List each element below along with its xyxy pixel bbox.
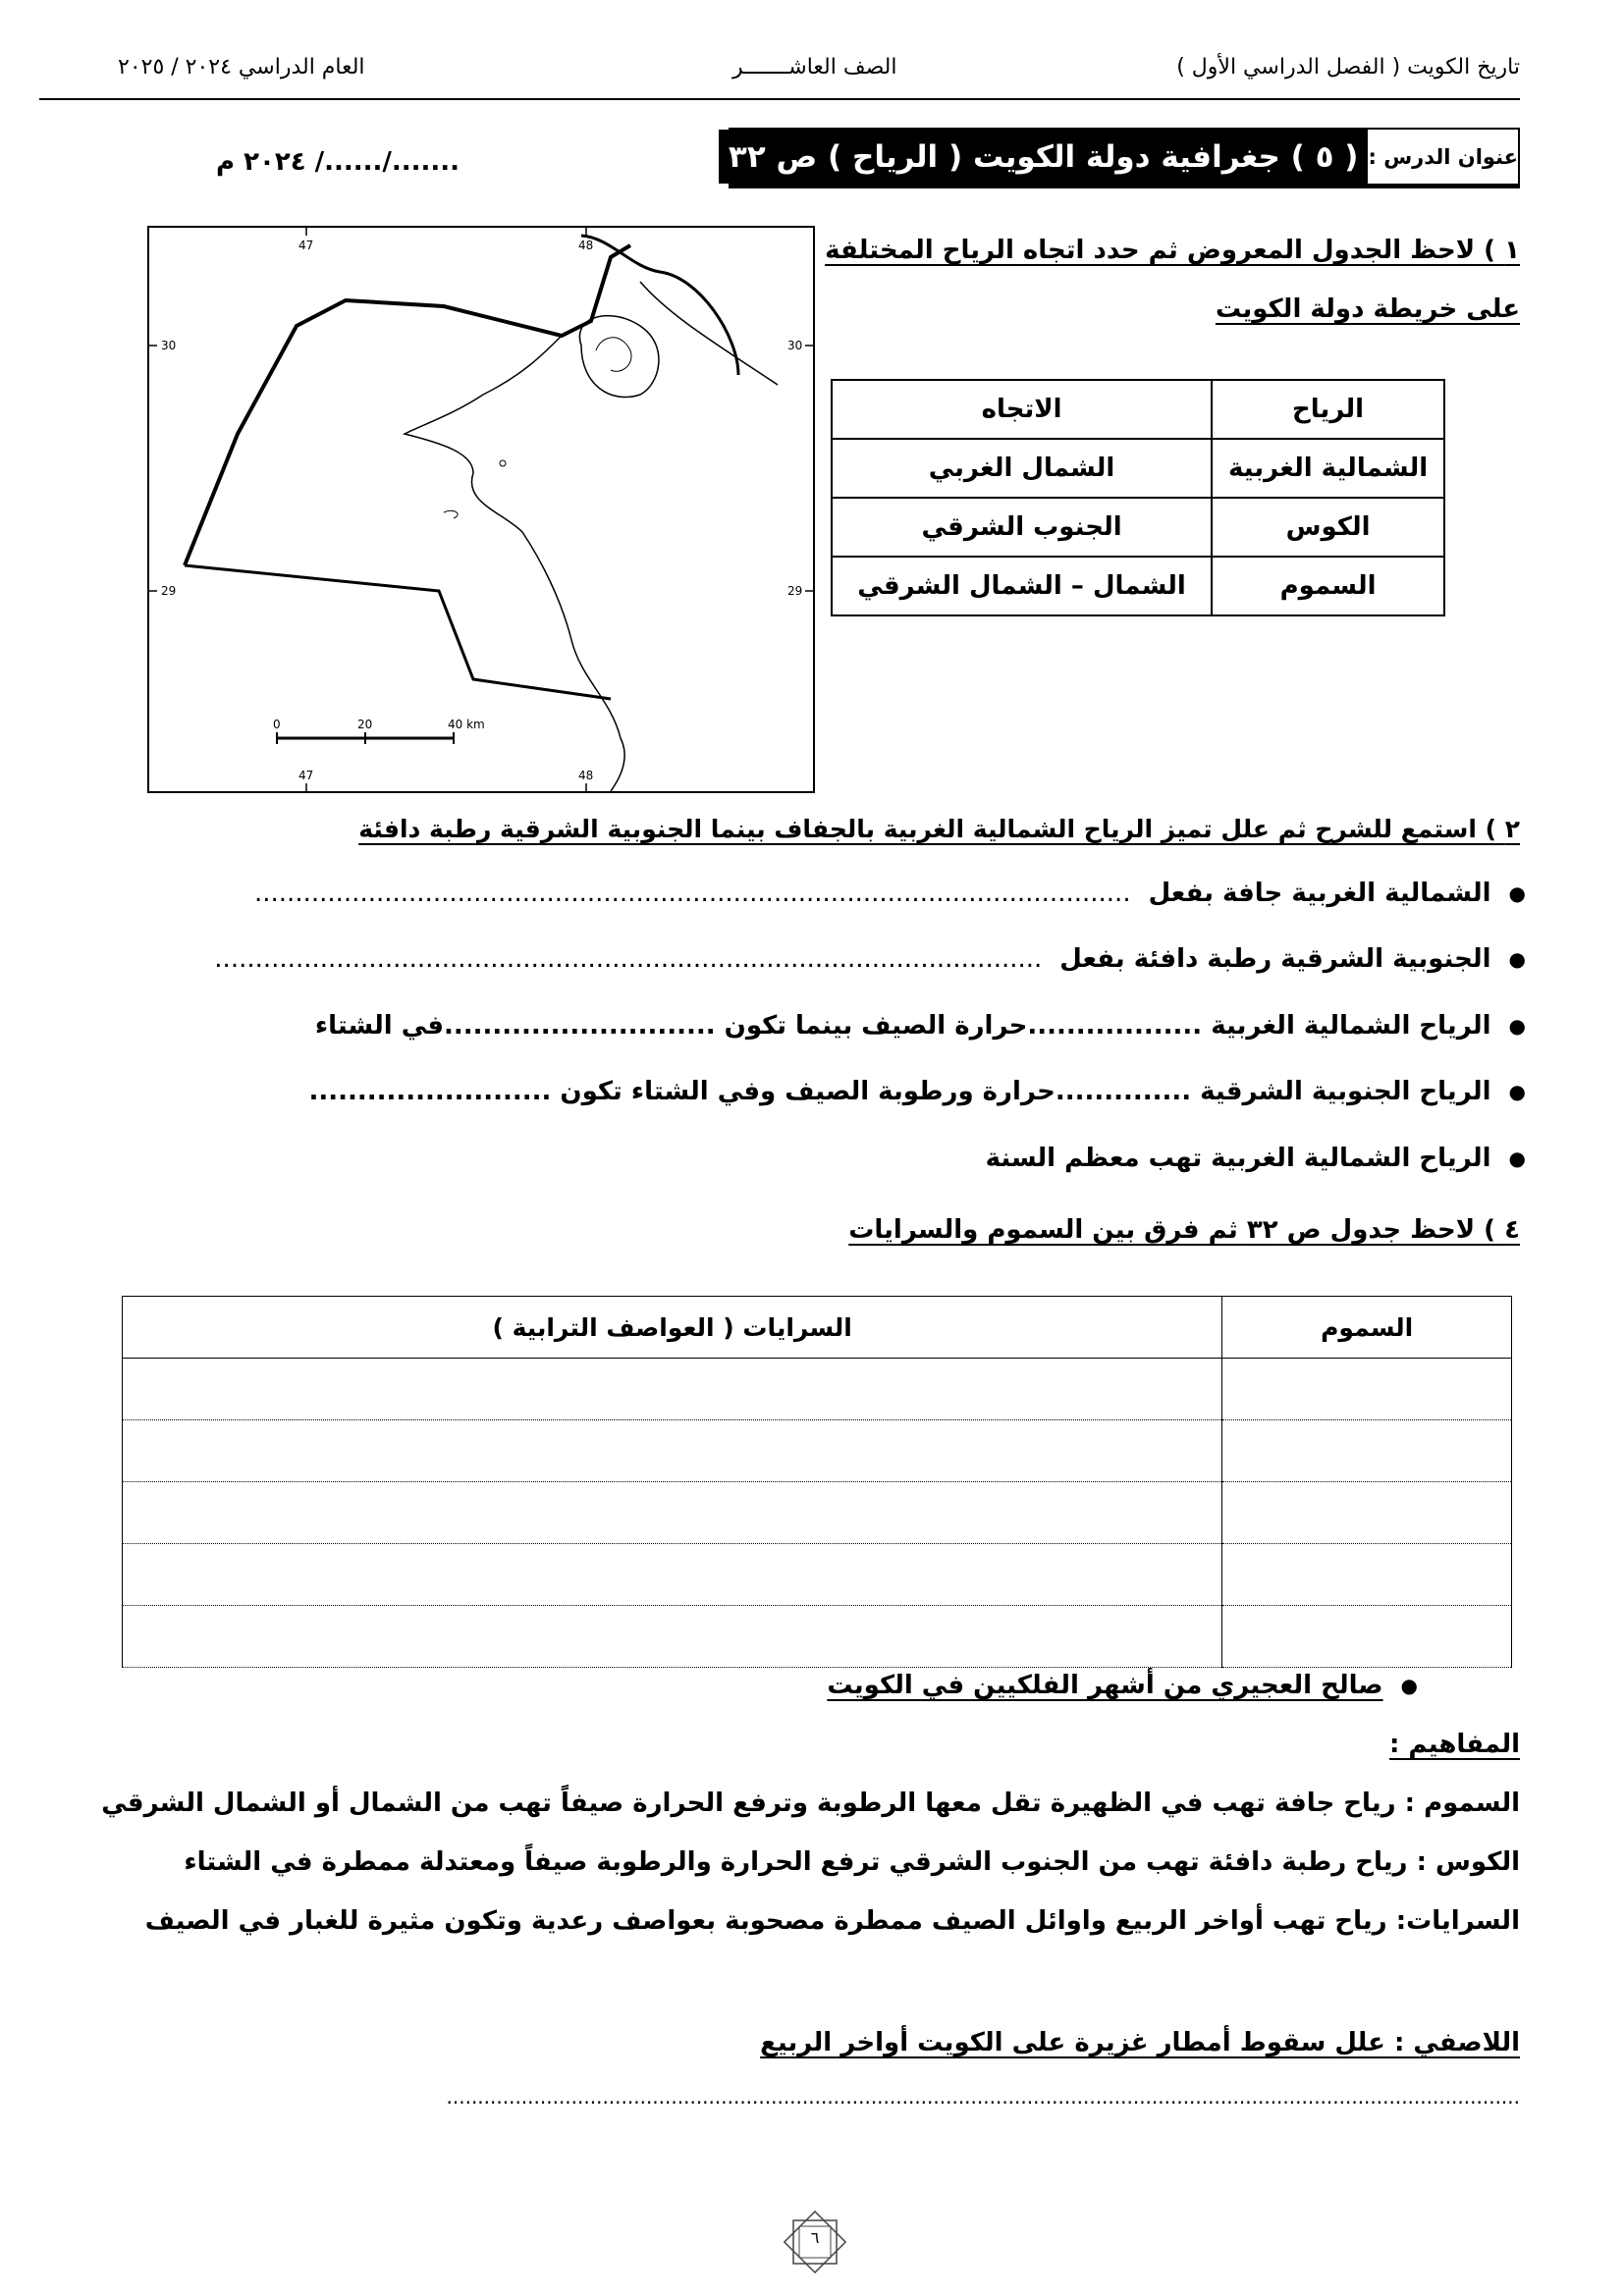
wind-name: الشمالية الغربية xyxy=(1212,439,1444,498)
note-line xyxy=(827,1671,1418,1700)
answer-dots[interactable]: ............................................................................................................ xyxy=(254,879,1131,908)
wind-name: الكوس xyxy=(1212,498,1444,557)
north-west-border xyxy=(185,245,630,565)
answer-cell[interactable] xyxy=(1222,1482,1512,1544)
list-item xyxy=(308,1077,1526,1106)
wind-direction: الجنوب الشرقي xyxy=(832,498,1212,557)
lat-label: 30 xyxy=(161,339,177,352)
list-item xyxy=(315,1011,1526,1041)
table-row xyxy=(832,498,1444,557)
q2-item-text: الجنوبية الشرقية رطبة دافئة بفعل xyxy=(1059,944,1491,974)
header-subject: تاريخ الكويت ( الفصل الدراسي الأول ) xyxy=(1176,55,1520,80)
lasfi-answer-dots[interactable]: ............................................................................................................................................................................ xyxy=(446,2085,1520,2109)
answer-cell[interactable] xyxy=(123,1544,1222,1606)
lat-label: 29 xyxy=(161,584,177,598)
concept-definition: رياح جافة تهب في الظهيرة تقل معها الرطوبة وترفع الحرارة صيفاً تهب من الشمال أو الشمال الشرقي xyxy=(101,1789,1396,1818)
bubiyan-island xyxy=(579,316,659,398)
note-text: صالح العجيري من أشهر الفلكيين في الكويت xyxy=(827,1671,1383,1700)
concepts-title: المفاهيم : xyxy=(1388,1730,1520,1759)
answer-cell[interactable] xyxy=(123,1420,1222,1482)
lon-label: 47 xyxy=(298,239,314,252)
bullet-icon: ● xyxy=(1508,1147,1526,1170)
concept-term: السموم : xyxy=(1404,1789,1520,1818)
kuwait-map-svg xyxy=(149,228,813,791)
header-year: العام الدراسي ٢٠٢٤ / ٢٠٢٥ xyxy=(118,55,365,80)
table-row xyxy=(123,1420,1512,1482)
list-item xyxy=(214,944,1526,974)
concept-term: الكوس : xyxy=(1416,1847,1520,1877)
answer-cell[interactable] xyxy=(1222,1359,1512,1420)
q2-title: ٢ ) استمع للشرح ثم علل تميز الرياح الشمالية الغربية بالجفاف بينما الجنوبية الشرقية رطبة دافئة xyxy=(358,815,1520,843)
header-divider xyxy=(39,98,1520,100)
answer-cell[interactable] xyxy=(1222,1606,1512,1668)
lat-label: 29 xyxy=(787,584,803,598)
list-item xyxy=(986,1144,1526,1173)
winds-col-wind: الرياح xyxy=(1212,380,1444,439)
q2-item-text[interactable]: الرياح الشمالية الغربية ..................حرارة الصيف بينما تكون ............................في الشتاء xyxy=(314,1011,1491,1041)
lon-label: 48 xyxy=(578,769,594,782)
lasfi-title: اللاصفي : علل سقوط أمطار غزيرة على الكويت أواخر الربيع xyxy=(760,2028,1520,2057)
river xyxy=(581,236,738,375)
concept-item xyxy=(145,1906,1520,1936)
q2-item-text[interactable]: الرياح الجنوبية الشرقية ..............حرارة ورطوبة الصيف وفي الشتاء تكون ......................... xyxy=(308,1077,1491,1106)
table-row xyxy=(123,1544,1512,1606)
wind-name: السموم xyxy=(1212,557,1444,615)
list-item xyxy=(254,879,1526,908)
concept-item xyxy=(184,1847,1520,1877)
answer-cell[interactable] xyxy=(123,1359,1222,1420)
concept-term: السرايات: xyxy=(1395,1906,1520,1936)
scale-label: 40 km xyxy=(448,718,485,731)
answer-cell[interactable] xyxy=(123,1606,1222,1668)
table-row xyxy=(123,1606,1512,1668)
table-row xyxy=(832,557,1444,615)
lesson-label: عنوان الدرس : xyxy=(1368,144,1518,169)
q1-line2: على خريطة دولة الكويت xyxy=(1215,294,1520,324)
compare-col-sarayat: السرايات ( العواصف الترابية ) xyxy=(123,1297,1222,1359)
compare-table-header xyxy=(123,1297,1512,1359)
answer-dots[interactable]: ...................................................................................................... xyxy=(214,944,1043,974)
lat-label: 30 xyxy=(787,339,803,352)
lon-label: 47 xyxy=(298,769,314,782)
scale-label: 20 xyxy=(357,718,373,731)
bullet-icon: ● xyxy=(1508,947,1526,971)
wind-direction: الشمال – الشمال الشرقي xyxy=(832,557,1212,615)
compare-col-samoom: السموم xyxy=(1222,1297,1512,1359)
lesson-title: ( ٥ ) جغرافية دولة الكويت ( الرياح ) ص ٣٢ xyxy=(719,130,1369,184)
q4-title: ٤ ) لاحظ جدول ص ٣٢ ثم فرق بين السموم والسرايات xyxy=(848,1215,1520,1245)
bullet-icon: ● xyxy=(1508,1014,1526,1038)
winds-col-direction: الاتجاه xyxy=(832,380,1212,439)
concept-item xyxy=(101,1789,1520,1818)
concept-definition: رياح تهب أواخر الربيع واوائل الصيف ممطرة مصحوبة بعواصف رعدية وتكون مثيرة للغبار في الصيف xyxy=(144,1906,1387,1936)
page-number-ornament xyxy=(776,2203,854,2281)
bullet-icon: ● xyxy=(1400,1674,1418,1697)
q2-item-text: الرياح الشمالية الغربية تهب معظم السنة xyxy=(985,1144,1491,1173)
winds-table-header xyxy=(832,380,1444,439)
scale-label: 0 xyxy=(273,718,281,731)
q1-line1: ١ ) لاحظ الجدول المعروض ثم حدد اتجاه الرياح المختلفة xyxy=(825,236,1520,265)
q2-item-text: الشمالية الغربية جافة بفعل xyxy=(1148,879,1491,908)
header-grade: الصف العاشـــــــر xyxy=(732,55,897,80)
lesson-date: ......./....../ ٢٠٢٤ م xyxy=(216,147,460,177)
table-row xyxy=(123,1359,1512,1420)
lon-label: 48 xyxy=(578,239,594,252)
table-row xyxy=(123,1482,1512,1544)
answer-cell[interactable] xyxy=(123,1482,1222,1544)
south-border xyxy=(185,565,611,699)
answer-cell[interactable] xyxy=(1222,1544,1512,1606)
coastline xyxy=(405,336,624,791)
winds-table xyxy=(831,379,1445,616)
concept-definition: رياح رطبة دافئة تهب من الجنوب الشرقي ترفع الحرارة والرطوبة صيفاً ومعتدلة ممطرة في الشتاء xyxy=(184,1847,1408,1877)
wind-direction: الشمال الغربي xyxy=(832,439,1212,498)
page-number: ٦ xyxy=(810,2228,820,2247)
table-row xyxy=(832,439,1444,498)
answer-cell[interactable] xyxy=(1222,1420,1512,1482)
bullet-icon: ● xyxy=(1508,1080,1526,1103)
bullet-icon: ● xyxy=(1508,881,1526,905)
kuwait-map xyxy=(147,226,815,793)
compare-table xyxy=(122,1296,1512,1668)
lesson-title-box xyxy=(729,128,1520,188)
